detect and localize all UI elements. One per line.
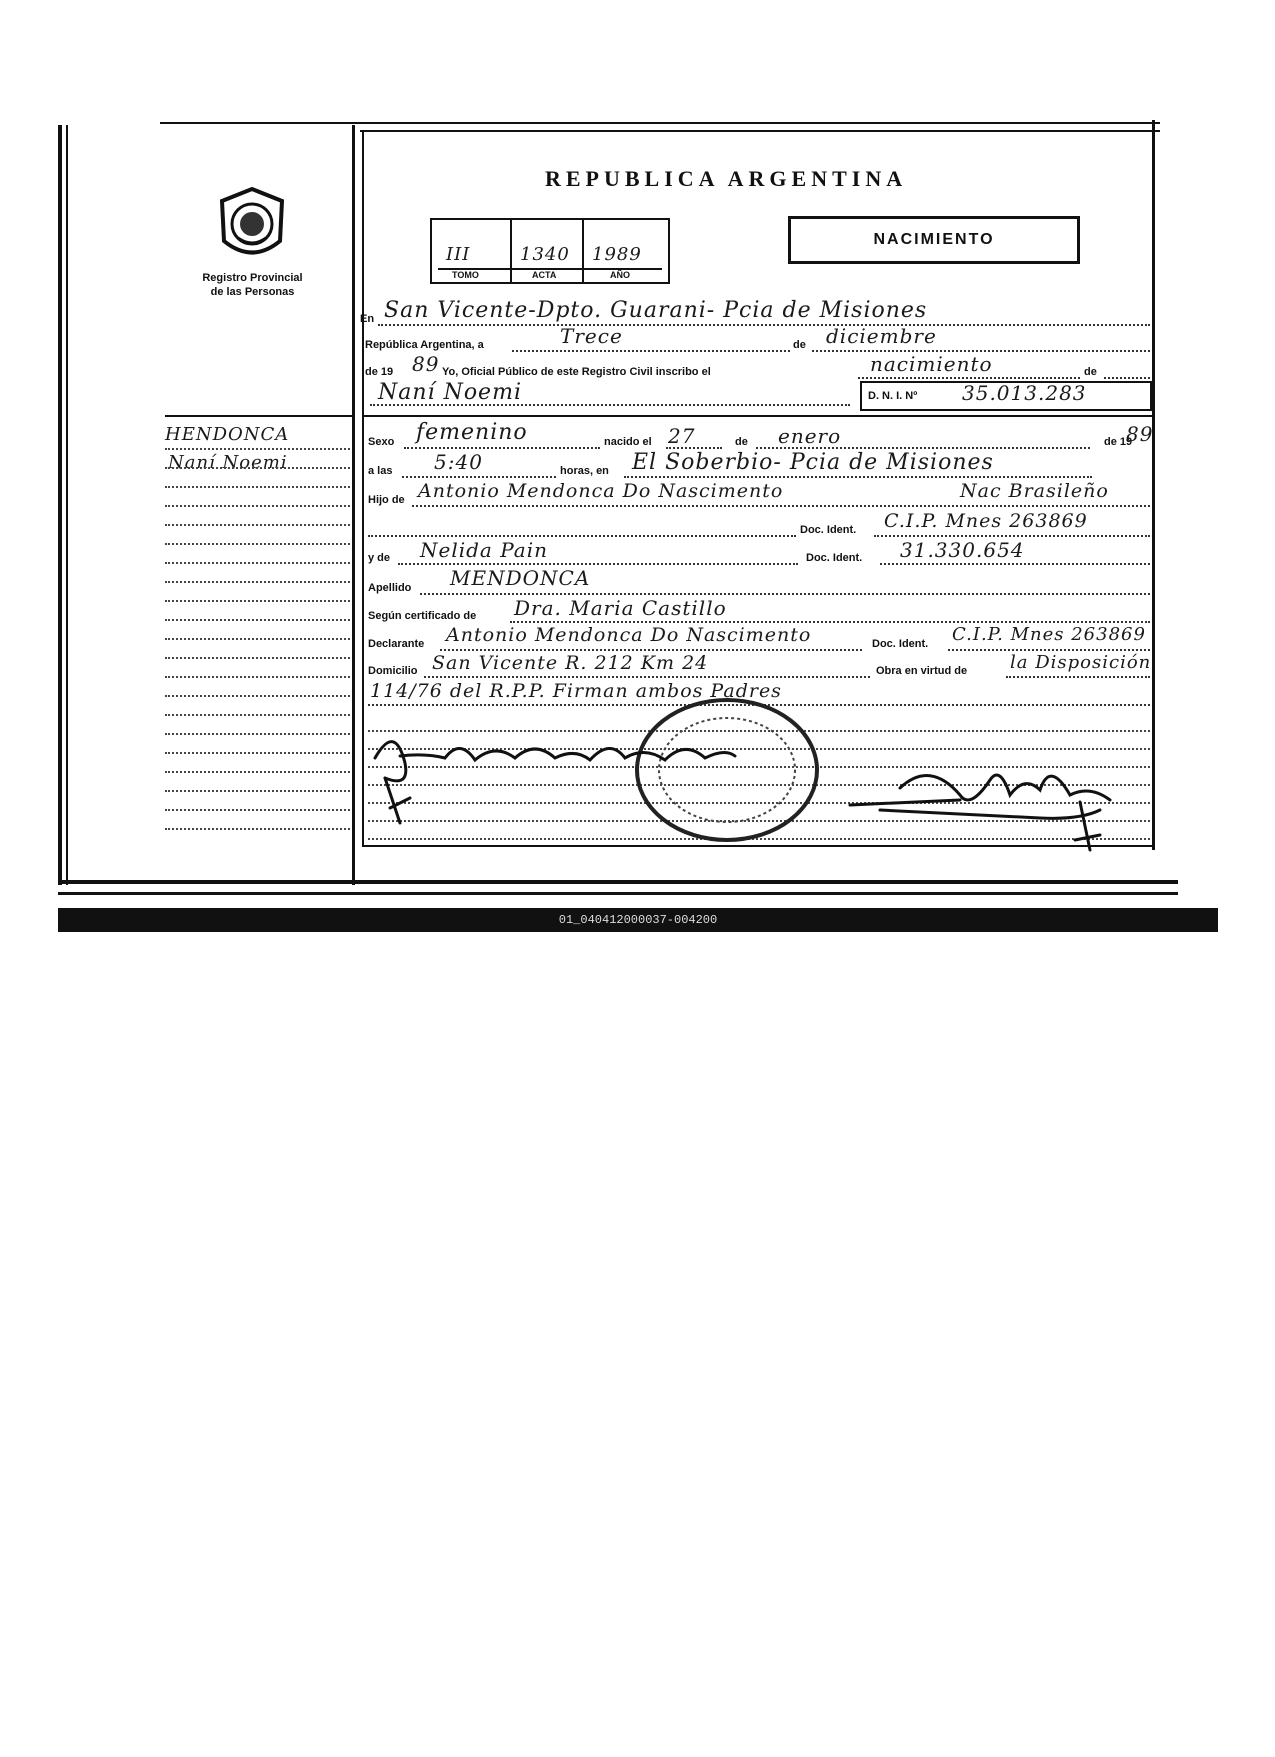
top-border-line [160, 122, 1160, 124]
left-rule-line [165, 752, 350, 754]
act-value: nacimiento [870, 352, 993, 376]
tomo-label: TOMO [452, 270, 479, 280]
father-nationality-value: Nac Brasileño [960, 480, 1109, 502]
form-right-border [1152, 120, 1155, 850]
ano-value: 1989 [592, 244, 642, 265]
left-rule-line [165, 695, 350, 697]
left-rule-line [165, 638, 350, 640]
scan-left-edge-inner [66, 125, 68, 885]
margin-note-line1: HENDONCA [165, 424, 290, 445]
yde-label: y de [368, 552, 391, 564]
scan-id: 01_040412000037-004200 [558, 913, 718, 927]
registry-name-line1: Registro Provincial [202, 272, 303, 284]
domicilio-label: Domicilio [368, 665, 418, 677]
left-rule-line [165, 676, 350, 678]
dni-box [860, 381, 1152, 411]
declarant-signature [365, 728, 745, 828]
place-value: El Soberbio- Pcia de Misiones [632, 450, 994, 475]
record-number-box [430, 218, 670, 284]
month-value: diciembre [826, 324, 937, 348]
declarante-label: Declarante [368, 638, 425, 650]
page-bottom-border-2 [58, 892, 1178, 895]
left-rule-line [165, 790, 350, 792]
birth-year-value: 89 [1126, 422, 1154, 446]
act-type-box [788, 216, 1080, 264]
hour-value: 5:40 [434, 450, 483, 474]
document-title: REPUBLICA ARGENTINA [545, 166, 908, 191]
obra-label: Obra en virtud de [876, 665, 968, 677]
mother-value: Nelida Pain [420, 538, 548, 562]
left-rule-line [165, 733, 350, 735]
de19-label: de 19 [1104, 436, 1133, 448]
top-border-line-2 [360, 130, 1160, 132]
year-value: 89 [412, 352, 440, 376]
obra-continuation-value: 114/76 del R.P.P. Firman ambos Padres [370, 680, 782, 702]
left-rule-line [165, 543, 350, 545]
father-value: Antonio Mendonca Do Nascimento [418, 480, 784, 502]
de3-label: de [735, 436, 748, 448]
left-rule-line [165, 714, 350, 716]
name-value: Naní Noemi [378, 380, 522, 405]
hijo-label: Hijo de [368, 494, 405, 506]
left-column-top-rule [165, 415, 352, 417]
left-rule-line [165, 771, 350, 773]
form-left-border [362, 132, 364, 847]
segun-label: Según certificado de [368, 610, 477, 622]
nacido-label: nacido el [604, 436, 652, 448]
acta-label: ACTA [532, 270, 557, 280]
left-rule-line [165, 467, 350, 469]
left-rule-line [165, 524, 350, 526]
registry-name-line2: de las Personas [210, 286, 295, 298]
left-rule-line [165, 619, 350, 621]
year-prefix-label: de 19 [365, 366, 394, 378]
segun-value: Dra. Maria Castillo [514, 596, 727, 620]
left-rule-line [165, 657, 350, 659]
birth-month-value: enero [778, 424, 842, 448]
coat-of-arms-icon [212, 186, 292, 266]
ano-label: AÑO [610, 270, 630, 280]
doc2-value: 31.330.654 [900, 538, 1025, 562]
left-rule-line [165, 448, 350, 450]
en-label: En [360, 313, 375, 325]
en-value: San Vicente-Dpto. Guarani- Pcia de Misiones [384, 298, 928, 323]
doc3-label: Doc. Ident. [872, 638, 929, 650]
alas-label: a las [368, 465, 393, 477]
doc3-value: C.I.P. Mnes 263869 [952, 624, 1146, 645]
page-bottom-border [58, 880, 1178, 884]
dni-value: 35.013.283 [962, 381, 1087, 405]
left-rule-line [165, 505, 350, 507]
de2-label: de [1084, 366, 1097, 378]
left-rule-line [165, 828, 350, 830]
left-rule-line [165, 581, 350, 583]
declarante-value: Antonio Mendonca Do Nascimento [446, 624, 812, 646]
official-signature [840, 740, 1140, 870]
doc1-label: Doc. Ident. [800, 524, 857, 536]
apellido-value: MENDONCA [450, 566, 591, 590]
de1-label: de [793, 339, 806, 351]
tomo-value: III [446, 244, 471, 265]
apellido-label: Apellido [368, 582, 412, 594]
left-column-divider [352, 125, 355, 885]
doc1-value: C.I.P. Mnes 263869 [884, 510, 1088, 532]
acta-value: 1340 [520, 244, 570, 265]
sexo-label: Sexo [368, 436, 395, 448]
scan-id-bar [58, 908, 1218, 932]
domicilio-value: San Vicente R. 212 Km 24 [432, 652, 709, 674]
left-rule-line [165, 600, 350, 602]
left-rule-line [165, 562, 350, 564]
oficial-label: Yo, Oficial Público de este Registro Civil inscribo el [442, 366, 711, 378]
left-rule-line [165, 486, 350, 488]
margin-note-line2: Naní Noemi [168, 452, 288, 473]
republica-label: República Argentina, a [365, 339, 484, 351]
birth-day-value: 27 [668, 424, 696, 448]
act-type-label: NACIMIENTO [873, 231, 995, 248]
dni-label: D. N. I. Nº [868, 390, 918, 402]
sexo-value: femenino [416, 420, 528, 445]
horas-label: horas, en [560, 465, 609, 477]
day-value: Trece [560, 324, 623, 348]
doc2-label: Doc. Ident. [806, 552, 863, 564]
left-rule-line [165, 809, 350, 811]
form-section-rule [362, 415, 1152, 417]
scan-left-edge [58, 125, 62, 885]
obra-value: la Disposición [1010, 652, 1152, 673]
